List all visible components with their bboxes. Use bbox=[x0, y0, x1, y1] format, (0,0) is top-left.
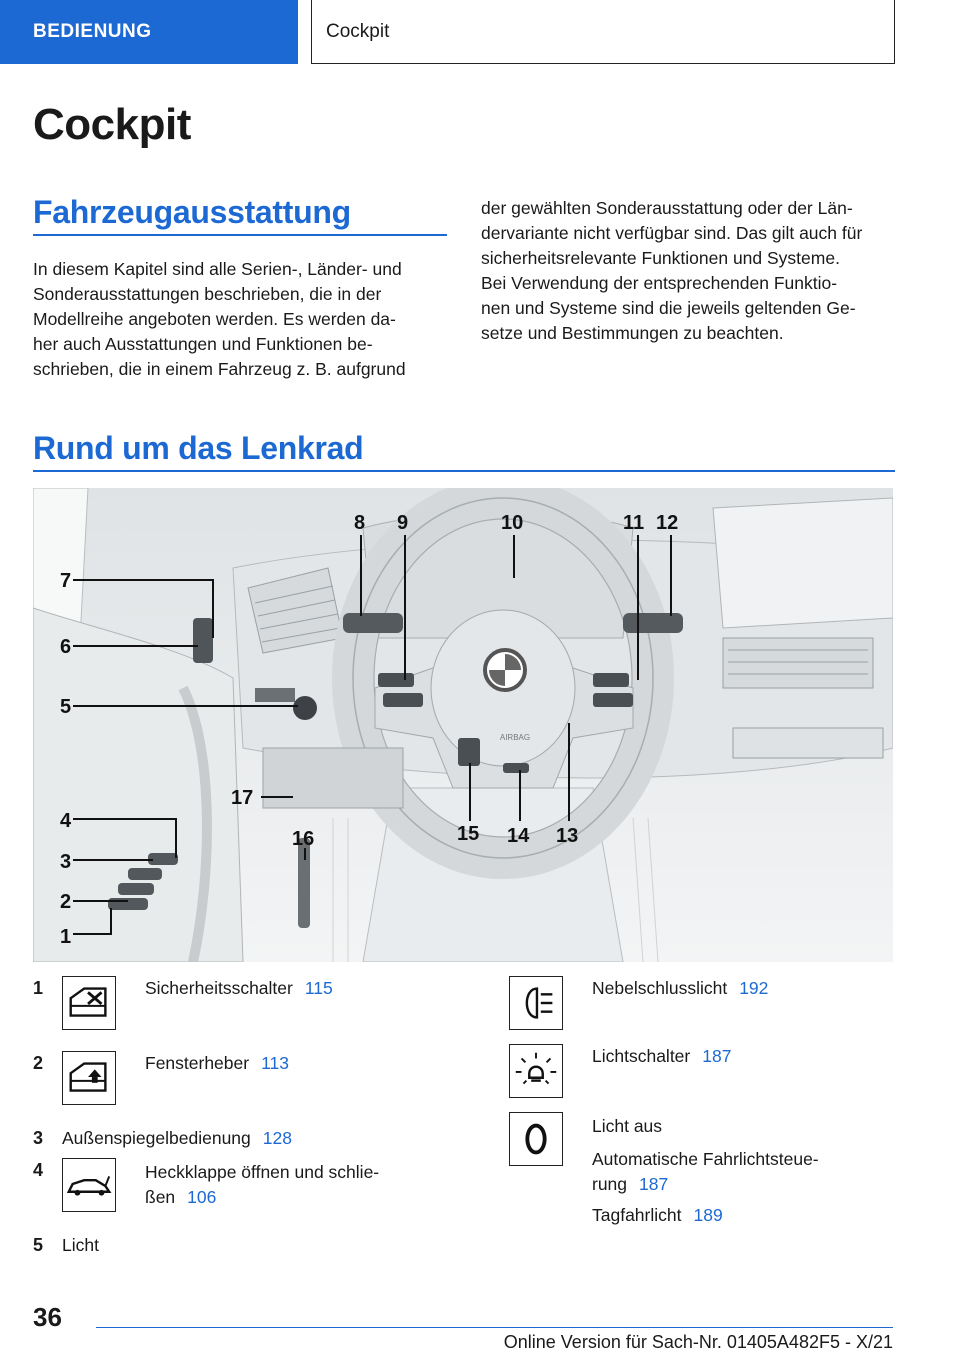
label-text: Automatische Fahrlichtsteue- bbox=[592, 1149, 819, 1169]
item-number: 5 bbox=[33, 1235, 44, 1255]
intro-column-2 bbox=[481, 196, 901, 346]
window-lift-icon bbox=[62, 1051, 116, 1105]
callout-5: 5 bbox=[60, 696, 72, 718]
page-reference-link[interactable]: 113 bbox=[261, 1053, 289, 1073]
chapter-tab bbox=[311, 0, 895, 64]
callout-14: 14 bbox=[507, 825, 530, 847]
page-reference-link[interactable]: 189 bbox=[693, 1205, 723, 1225]
cockpit-drawing bbox=[33, 488, 893, 962]
label-text: Licht bbox=[62, 1235, 99, 1255]
callout-16: 16 bbox=[292, 828, 315, 850]
callout-8: 8 bbox=[354, 512, 366, 534]
label-text: Nebelschlusslicht bbox=[592, 978, 728, 998]
item-number: 4 bbox=[33, 1160, 44, 1180]
text-line: Modellreihe angeboten werden. Es werden da- bbox=[33, 309, 396, 329]
list-item-label bbox=[592, 978, 768, 999]
light-switch-icon bbox=[509, 1044, 563, 1098]
text-line: In diesem Kapitel sind alle Serien-, Länder- und bbox=[33, 259, 402, 279]
callout-4: 4 bbox=[60, 810, 72, 832]
airbag-label: AIRBAG bbox=[499, 733, 531, 742]
page-reference-link[interactable]: 187 bbox=[639, 1174, 669, 1194]
list-item-label bbox=[145, 1160, 379, 1210]
intro-column-1 bbox=[33, 257, 453, 382]
cockpit-illustration bbox=[33, 488, 893, 962]
text-line: nen und Systeme sind die jeweils geltenden Ge- bbox=[481, 298, 856, 318]
list-item-label bbox=[62, 1235, 99, 1256]
text-line: der gewählten Sonderausstattung oder der Län- bbox=[481, 198, 853, 218]
callout-3: 3 bbox=[60, 851, 72, 873]
callout-6: 6 bbox=[60, 636, 72, 658]
label-text: Sicherheitsschalter bbox=[145, 978, 293, 998]
section-heading-fahrzeugausstattung: Fahrzeugausstattung bbox=[33, 194, 351, 230]
list-item-label bbox=[145, 978, 333, 999]
window-lock-icon bbox=[62, 976, 116, 1030]
page-reference-link[interactable]: 192 bbox=[739, 978, 769, 998]
label-text: ßen bbox=[145, 1187, 176, 1207]
list-item-label bbox=[592, 1114, 819, 1228]
light-off-icon bbox=[509, 1112, 563, 1166]
text-line: Sonderausstattungen beschrieben, die in der bbox=[33, 284, 382, 304]
page-title: Cockpit bbox=[33, 100, 191, 149]
text-line: schrieben, die in einem Fahrzeug z. B. aufgrund bbox=[33, 359, 406, 379]
item-number: 2 bbox=[33, 1053, 44, 1073]
section-heading-lenkrad: Rund um das Lenkrad bbox=[33, 430, 364, 466]
item-number: 1 bbox=[33, 978, 44, 998]
callout-12: 12 bbox=[656, 512, 679, 534]
heading-rule bbox=[33, 234, 447, 236]
label-text: Lichtschalter bbox=[592, 1046, 691, 1066]
callout-17: 17 bbox=[231, 787, 254, 809]
item-number: 3 bbox=[33, 1128, 44, 1148]
section-label: BEDIENUNG bbox=[33, 21, 152, 42]
tailgate-icon bbox=[62, 1158, 116, 1212]
callout-7: 7 bbox=[60, 570, 72, 592]
page-number: 36 bbox=[33, 1302, 62, 1332]
heading-rule bbox=[33, 470, 895, 472]
text-line: her auch Ausstattungen und Funktionen be- bbox=[33, 334, 373, 354]
callout-13: 13 bbox=[556, 825, 579, 847]
section-tab bbox=[0, 0, 298, 64]
text-line: setze und Bestimmungen zu beachten. bbox=[481, 323, 784, 343]
rear-fog-light-icon bbox=[509, 976, 563, 1030]
chapter-label: Cockpit bbox=[326, 20, 390, 42]
label-text: Tagfahrlicht bbox=[592, 1205, 682, 1225]
callout-2: 2 bbox=[60, 891, 72, 913]
list-item-label bbox=[62, 1128, 292, 1149]
callout-10: 10 bbox=[501, 512, 524, 534]
list-item-label bbox=[592, 1046, 731, 1067]
label-text: Licht aus bbox=[592, 1116, 663, 1136]
text-line: sicherheitsrelevante Funktionen und Systeme. bbox=[481, 248, 840, 268]
page-reference-link[interactable]: 106 bbox=[187, 1187, 217, 1207]
page-reference-link[interactable]: 128 bbox=[262, 1128, 292, 1148]
label-text: Außenspiegelbedienung bbox=[62, 1128, 251, 1148]
callout-11: 11 bbox=[623, 512, 645, 534]
text-line: dervariante nicht verfügbar sind. Das gilt auch für bbox=[481, 223, 863, 243]
callout-15: 15 bbox=[457, 823, 480, 845]
list-item-label bbox=[145, 1053, 289, 1074]
page-reference-link[interactable]: 187 bbox=[702, 1046, 732, 1066]
label-text: Fensterheber bbox=[145, 1053, 250, 1073]
label-text: Heckklappe öffnen und schlie- bbox=[145, 1162, 380, 1182]
label-text: rung bbox=[592, 1174, 628, 1194]
callout-9: 9 bbox=[397, 512, 409, 534]
footer-text: Online Version für Sach-Nr. 01405A482F5 - X/21 bbox=[96, 1327, 893, 1353]
page-reference-link[interactable]: 115 bbox=[304, 978, 333, 998]
callout-1: 1 bbox=[60, 926, 72, 948]
text-line: Bei Verwendung der entsprechenden Funktio- bbox=[481, 273, 838, 293]
